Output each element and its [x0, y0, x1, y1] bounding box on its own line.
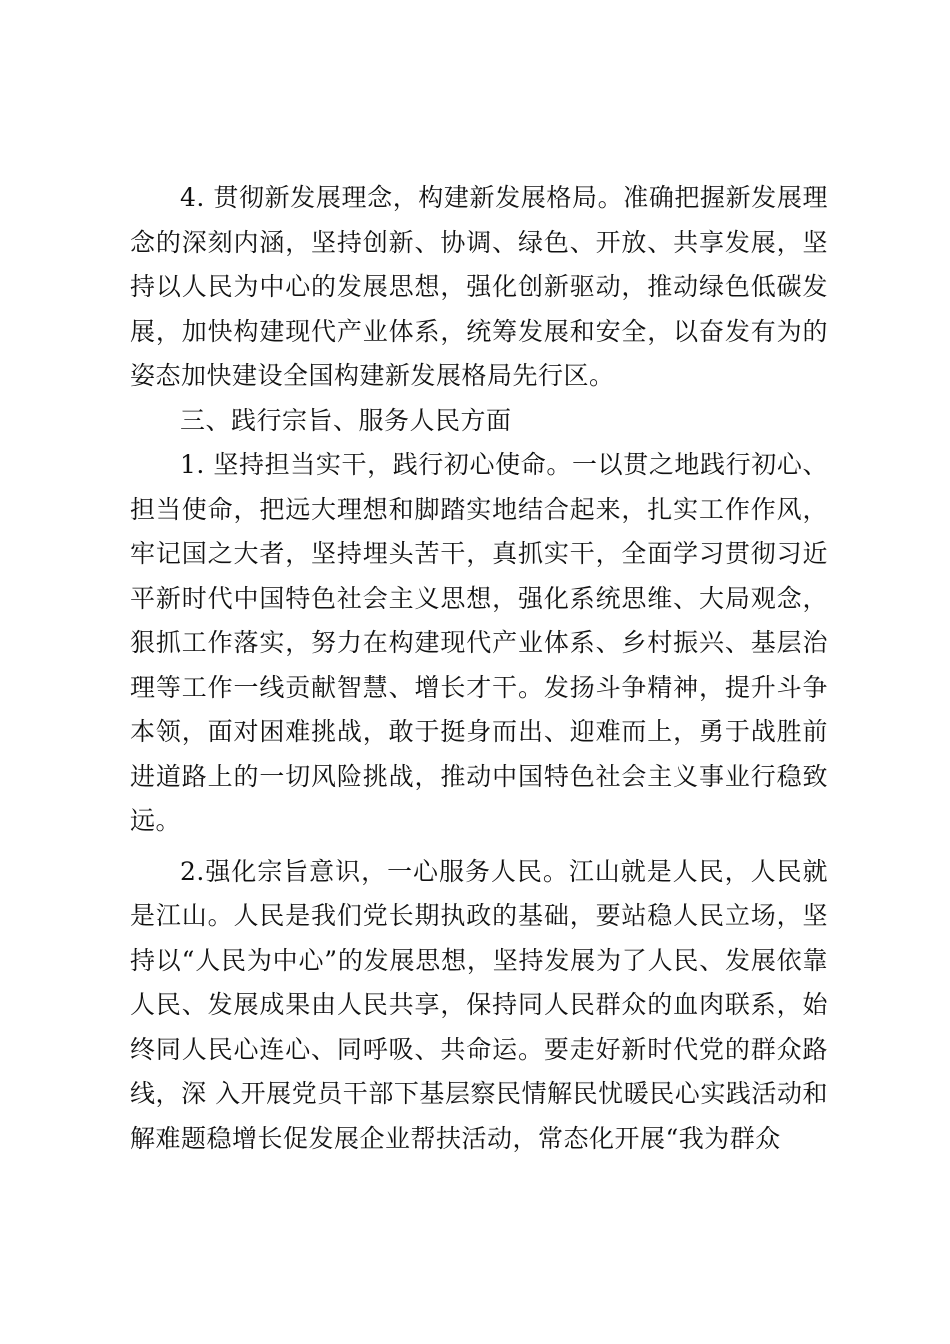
section-heading-serve-people: 三、践行宗旨、服务人民方面	[180, 405, 512, 435]
paragraph-original-mission: 1. 坚持担当实干，践行初心使命。一以贯之地践行初心、担当使命，把远大理想和脚踏实地结合起来，扎实工作作风，牢记国之大者，坚持埋头苦干，真抓实干，全面学习贯彻习近平新时代中国特色社会主义思想，强化系统思维、大局观念，狠抓工作落实，努力在构建现代产业体系、乡村振兴、基层治理等工作一线贡献智慧、增长才干。发扬斗争精神，提升斗争本领，面对困难挑战，敢于挺身而出、迎难而上，勇于战胜前进道路上的一切风险挑战，推动中国特色社会主义事业行稳致远。	[130, 450, 828, 835]
paragraph-new-development-concept: 4. 贯彻新发展理念，构建新发展格局。准确把握新发展理念的深刻内涵，坚持创新、协调、绿色、开放、共享发展，坚持以人民为中心的发展思想，强化创新驱动，推动绿色低碳发展，加快构建现代产业体系，统筹发展和安全，以奋发有为的姿态加快建设全国构建新发展格局先行区。	[130, 183, 828, 390]
paragraph-serve-people: 2.强化宗旨意识，一心服务人民。江山就是人民，人民就是江山。人民是我们党长期执政的基础，要站稳人民立场，坚持以“人民为中心”的发展思想，坚持发展为了人民、发展依靠人民、发展成果由人民共享，保持同人民群众的血肉联系，始终同人民心连心、同呼吸、共命运。要走好新时代党的群众路线，深 入开展党员干部下基层察民情解民忧暖民心实践活动和解难题稳增长促发展企业帮扶活动，常态化开展“我为群众	[130, 856, 828, 1153]
document-body	[130, 176, 828, 1161]
